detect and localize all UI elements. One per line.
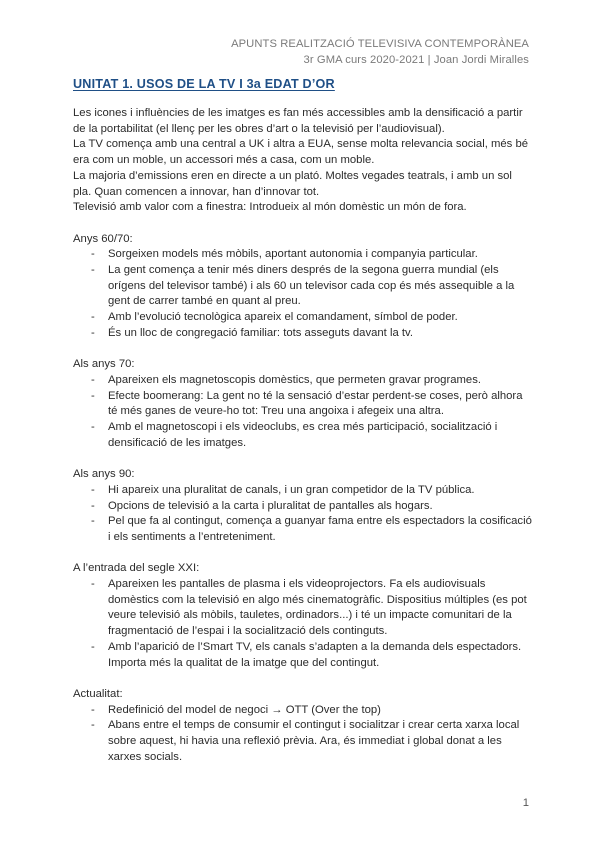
section-heading: Als anys 70:	[73, 358, 135, 371]
list-item: - Apareixen els magnetoscopis domèstics, que permeten gravar programes.	[73, 373, 533, 389]
list-item: - Apareixen les pantalles de plasma i els videoprojectors. Fa els audiovisuals domèstics com la televisió en algo més cinematogràfic. Dispositius múltiples (es pot veure televisió als mòbils, tauletes, ordinadors...) i té un impacte comunitari de la fragmentació de l’espai i la socialització dels continguts.	[73, 577, 533, 640]
document-body	[73, 106, 533, 765]
intro-paragraph: La majoria d’emissions eren en directe a un plató. Moltes vegades teatrals, i amb un sol pla. Quan comencen a innovar, han d’innovar tot.	[73, 169, 512, 198]
list-item: - Amb l’aparició de l’Smart TV, els canals s’adapten a la demanda dels espectadors. Importa més la qualitat de la imatge que del contingut.	[73, 640, 533, 671]
unit-title: UNITAT 1. USOS DE LA TV I 3a EDAT D’OR	[73, 77, 335, 91]
section-90s	[73, 467, 533, 546]
page-number: 1	[522, 797, 529, 809]
list-item: - Amb el magnetoscopi i els videoclubs, es crea més participació, socialització i densificació de les imatges.	[73, 420, 533, 451]
header-course-info: 3r GMA curs 2020-2021 | Joan Jordi Miralles	[303, 54, 529, 66]
list-item: - Pel que fa al contingut, comença a guanyar fama entre els espectadors la cosificació i els sentiments a l’entreteniment.	[73, 514, 533, 545]
section-heading: Als anys 90:	[73, 468, 135, 481]
bullet-list	[73, 247, 533, 341]
list-item: - Hi apareix una pluralitat de canals, i un gran competidor de la TV pública.	[73, 483, 533, 499]
list-item: - Abans entre el temps de consumir el contingut i socialitzar i crear certa xarxa local sobre aquest, hi havia una reflexió prèvia. Ara, és immediat i global donat a les xarxes socials.	[73, 718, 533, 765]
bullet-list	[73, 483, 533, 546]
page-header	[231, 36, 529, 68]
section-heading: A l’entrada del segle XXI:	[73, 562, 200, 575]
intro-paragraph: La TV comença amb una central a UK i altra a EUA, sense molta relevancia social, més bé era com un moble, un accessori més a casa, com un moble.	[73, 138, 529, 167]
section-heading: Anys 60/70:	[73, 232, 133, 245]
section-21st-century	[73, 561, 533, 671]
header-course-title: APUNTS REALITZACIÓ TELEVISIVA CONTEMPORÀNEA	[231, 38, 529, 50]
section-current	[73, 687, 533, 766]
list-item: - Sorgeixen models més mòbils, aportant autonomia i companyia particular.	[73, 247, 533, 263]
bullet-list	[73, 577, 533, 671]
intro-paragraph: Les icones i influències de les imatges es fan més accessibles amb la densificació a partir de la portabilitat (el llenç per les obres d’art o la televisió per l’audiovisual).	[73, 107, 523, 135]
intro-section	[73, 106, 533, 216]
bullet-list	[73, 703, 533, 766]
list-item: - Redefinició del model de negoci → OTT (Over the top)	[73, 703, 533, 719]
list-item: - Efecte boomerang: La gent no té la sensació d’estar perdent-se coses, però alhora té més ganes de veure-ho tot: Treu una angoixa i afegeix una altra.	[73, 389, 533, 420]
list-item: - Amb l’evolució tecnològica apareix el comandament, símbol de poder.	[73, 310, 533, 326]
section-60s-70s	[73, 232, 533, 342]
intro-paragraph: Televisió amb valor com a finestra: Introdueix al món domèstic un món de fora.	[73, 201, 467, 214]
section-heading: Actualitat:	[73, 687, 123, 700]
section-70s	[73, 357, 533, 451]
list-item: - La gent comença a tenir més diners després de la segona guerra mundial (els orígens del televisor també) i als 60 un televisor cada cop és més assequible a la gent de carrer també en quant al preu.	[73, 263, 533, 310]
bullet-list	[73, 373, 533, 452]
list-item: - És un lloc de congregació familiar: tots asseguts davant la tv.	[73, 326, 533, 342]
list-item: - Opcions de televisió a la carta i pluralitat de pantalles als hogars.	[73, 499, 533, 515]
